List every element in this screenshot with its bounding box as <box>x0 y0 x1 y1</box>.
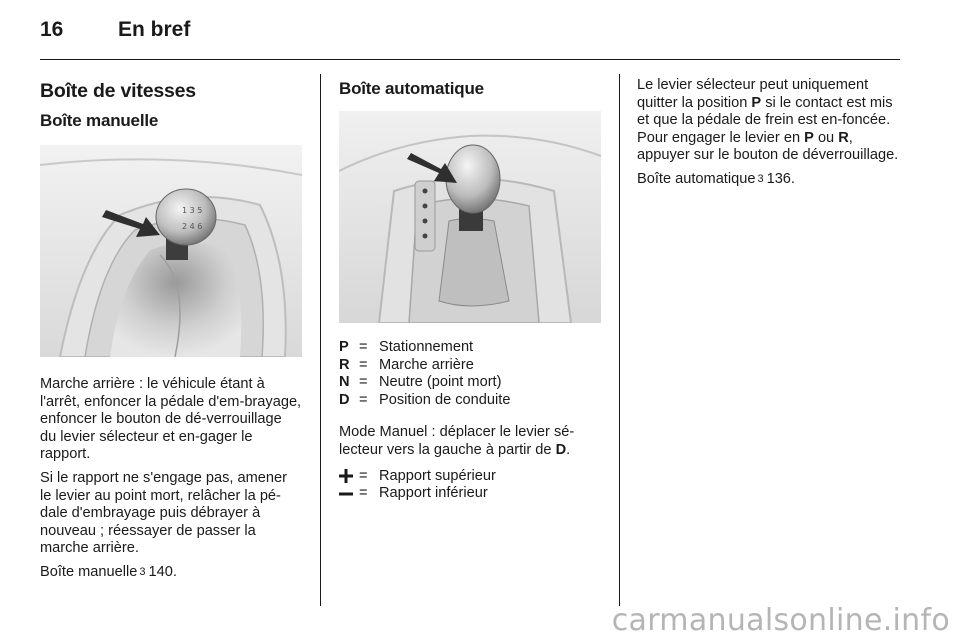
reference-arrow-icon: 3 <box>139 565 146 578</box>
automatic-gear-lever-illustration <box>339 111 601 323</box>
gear-position-legend <box>339 339 601 409</box>
page-number: 16 <box>40 18 64 41</box>
selector-lever-paragraph: Le levier sélecteur peut uniquement quitter la position P si le contact est mis et que la pédale de frein est en-foncée. Pour engager le levier en P ou R, appuyer sur le bouton de déverrouillage. <box>637 77 899 164</box>
column-automatic-notes <box>637 77 901 189</box>
plus-icon <box>339 468 359 486</box>
watermark: carmanualsonline.info <box>611 603 950 638</box>
legend-row-upshift: = Rapport supérieur <box>339 468 601 486</box>
reference-arrow-icon: 3 <box>757 172 764 185</box>
reverse-gear-paragraph: Marche arrière : le véhicule étant à l'arrêt, enfoncer la pédale d'em-brayage, enfoncer le bouton de dé-verrouillage du levier sélecteur et en-gager le rapport. <box>40 376 302 463</box>
svg-text:1 3 5: 1 3 5 <box>182 206 203 215</box>
automatic-gearbox-reference: Boîte automatique 3 136. <box>637 170 795 187</box>
manual-mode-paragraph: Mode Manuel : déplacer le levier sé-lecteur vers la gauche à partir de D. <box>339 424 575 458</box>
header-rule <box>40 59 900 60</box>
column-automatic-gearbox <box>339 74 601 503</box>
page-heading: En bref <box>118 18 191 41</box>
column-manual-gearbox <box>40 74 302 582</box>
column-divider-2 <box>619 74 620 606</box>
legend-row-n: N = Neutre (point mort) <box>339 374 502 391</box>
column-divider-1 <box>320 74 321 606</box>
section-title: Boîte de vitesses <box>40 80 196 102</box>
legend-row-p: P = Stationnement <box>339 339 474 355</box>
subtitle-manual: Boîte manuelle <box>40 111 159 130</box>
reference-page-link[interactable]: 136. <box>766 170 795 187</box>
manual-gearbox-reference: Boîte manuelle 3 140. <box>40 563 177 580</box>
svg-text:2 4 6: 2 4 6 <box>182 222 203 231</box>
minus-icon <box>339 485 359 503</box>
shift-legend <box>339 468 601 503</box>
legend-row-d: D = Position de conduite <box>339 391 511 408</box>
manual-gear-lever-illustration <box>40 145 302 357</box>
page-header <box>40 18 190 48</box>
legend-row-downshift: = Rapport inférieur <box>339 485 601 503</box>
reference-page-link[interactable]: 140. <box>148 563 177 580</box>
reverse-retry-paragraph: Si le rapport ne s'engage pas, amener le levier au point mort, relâcher la pé-dale d'embrayage puis débrayer à nouveau ; réessayer de passer la marche arrière. <box>40 469 287 557</box>
subtitle-automatic: Boîte automatique <box>339 79 484 98</box>
legend-row-r: R = Marche arrière <box>339 356 474 373</box>
